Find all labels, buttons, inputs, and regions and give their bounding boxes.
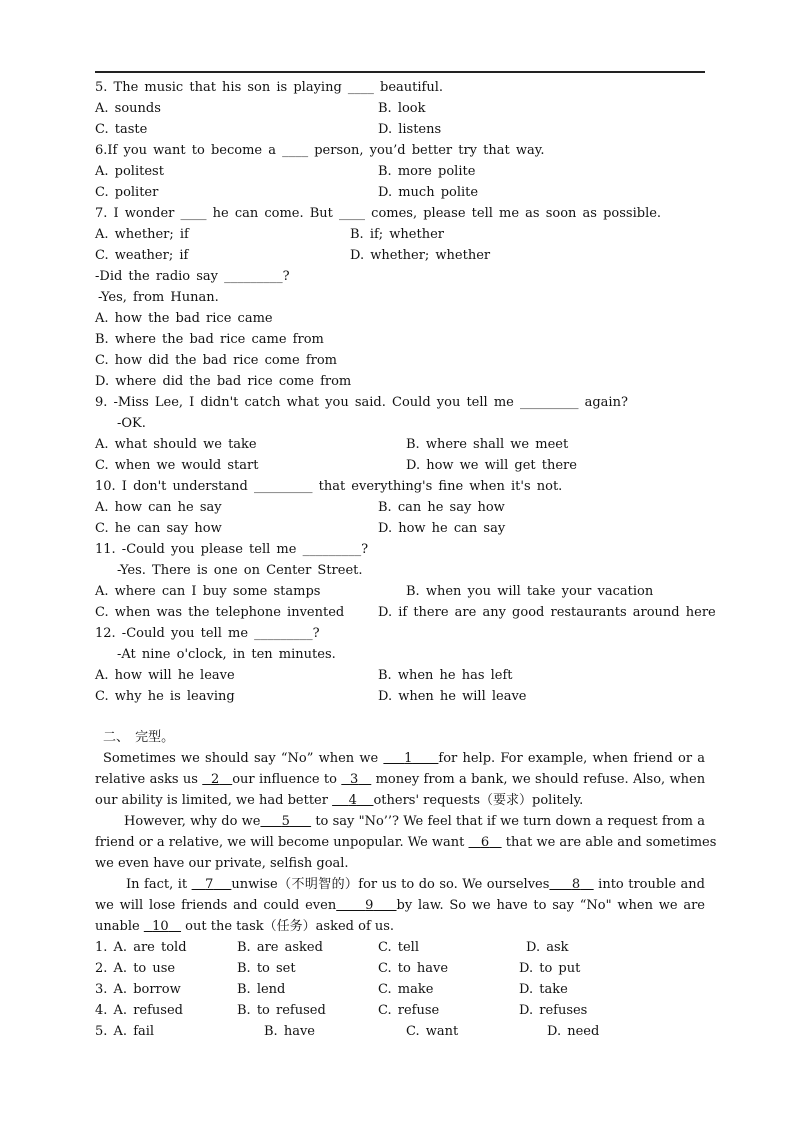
option: A. politest	[95, 164, 164, 179]
passage-text: by law. So we have to say “No" when we are	[396, 898, 705, 913]
cloze-option: 4. A. refused	[95, 1003, 183, 1018]
option: D. how we will get there	[406, 458, 577, 473]
question-reply: -OK.	[117, 416, 146, 431]
option: A. how the bad rice came	[95, 311, 273, 326]
cloze-option: D. to put	[519, 961, 581, 976]
passage-text: into trouble and	[598, 877, 705, 892]
option: C. taste	[95, 122, 148, 137]
cloze-option: 2. A. to use	[95, 961, 176, 976]
cloze-option: D. refuses	[519, 1003, 588, 1018]
passage-text: out the task（任务）asked of us.	[185, 919, 395, 934]
option: A. how can he say	[95, 500, 222, 515]
question-stem: 5. The music that his son is playing ____ beautiful.	[95, 80, 444, 95]
passage-line	[103, 751, 705, 767]
option: A. what should we take	[95, 437, 257, 452]
option: D. whether; whether	[350, 248, 491, 263]
cloze-option: B. to refused	[237, 1003, 326, 1018]
passage-text: unwise（不明智的）for us to do so. We ourselves	[231, 877, 550, 892]
passage-text: to say "No’’? We feel that if we turn down a request from a	[315, 814, 705, 829]
passage-text: money from a bank, we should refuse. Also, when	[375, 772, 706, 787]
option: D. much polite	[378, 185, 479, 200]
passage-text: However, why do we	[124, 814, 261, 829]
option: D. when he will leave	[378, 689, 527, 704]
passage-text: we even have our private, selfish goal.	[95, 856, 349, 871]
passage-text: we will lose friends and could even	[95, 898, 337, 913]
option: A. sounds	[95, 101, 161, 116]
question-reply: -At nine o'clock, in ten minutes.	[117, 647, 336, 662]
question-stem: 10. I don't understand _________ that everything's fine when it's not.	[95, 479, 563, 494]
option: B. more polite	[378, 164, 476, 179]
option: B. where shall we meet	[406, 437, 569, 452]
question-stem: 12. -Could you tell me _________?	[95, 626, 320, 641]
passage-text: that we are able and sometimes	[505, 835, 717, 850]
cloze-option: C. to have	[378, 961, 449, 976]
option: C. when was the telephone invented	[95, 605, 345, 620]
cloze-option: B. lend	[237, 982, 286, 997]
passage-text: friend or a relative, we will become unpopular. We want	[95, 835, 465, 850]
passage-line	[124, 814, 705, 830]
passage-line	[95, 898, 705, 914]
question-stem: 9. -Miss Lee, I didn't catch what you said. Could you tell me _________ again?	[95, 395, 628, 410]
blank-7: 7	[205, 877, 214, 892]
cloze-option: C. refuse	[378, 1003, 440, 1018]
passage-line	[95, 793, 705, 809]
blank-8: 8	[571, 877, 581, 892]
passage-line	[95, 856, 705, 872]
option: C. he can say how	[95, 521, 222, 536]
question-stem: -Did the radio say _________?	[95, 269, 290, 284]
section-heading: 二、 完型。	[103, 730, 175, 745]
blank-3: 3	[349, 772, 359, 787]
option: D. if there are any good restaurants around here	[378, 605, 716, 620]
question-stem: 6.If you want to become a ____ person, you’d better try that way.	[95, 143, 545, 158]
cloze-option: D. ask	[526, 940, 569, 955]
option: A. where can I buy some stamps	[95, 584, 321, 599]
blank-4: 4	[348, 793, 357, 808]
passage-text: for help. For example, when friend or a	[438, 751, 705, 766]
passage-line	[95, 772, 705, 788]
option: B. look	[378, 101, 426, 116]
blank-5: 5	[281, 814, 290, 829]
cloze-option: B. have	[264, 1024, 315, 1039]
option: B. when he has left	[378, 668, 513, 683]
option: C. weather; if	[95, 248, 189, 263]
option: B. when you will take your vacation	[406, 584, 654, 599]
passage-text: Sometimes we should say “No” when we	[103, 751, 379, 766]
cloze-option: 1. A. are told	[95, 940, 187, 955]
question-reply: -Yes. There is one on Center Street.	[117, 563, 363, 578]
header-rule	[95, 71, 705, 73]
blank-6: 6	[480, 835, 490, 850]
passage-line	[126, 877, 705, 893]
option: C. how did the bad rice come from	[95, 353, 338, 368]
option: B. if; whether	[350, 227, 444, 242]
passage-text: others' requests（要求）politely.	[373, 793, 584, 808]
option: D. listens	[378, 122, 442, 137]
cloze-option: 3. A. borrow	[95, 982, 181, 997]
cloze-option: C. make	[378, 982, 434, 997]
cloze-option: B. to set	[237, 961, 296, 976]
cloze-option: B. are asked	[237, 940, 323, 955]
blank-10: 10	[152, 919, 169, 934]
cloze-option: 5. A. fail	[95, 1024, 155, 1039]
cloze-option: D. need	[547, 1024, 600, 1039]
option: B. can he say how	[378, 500, 505, 515]
cloze-option: C. tell	[378, 940, 419, 955]
cloze-option: D. take	[519, 982, 568, 997]
passage-text: relative asks us	[95, 772, 198, 787]
question-reply: -Yes, from Hunan.	[98, 290, 219, 305]
option: B. where the bad rice came from	[95, 332, 324, 347]
blank-2: 2	[210, 772, 220, 787]
passage-text: In fact, it	[126, 877, 188, 892]
passage-line	[95, 835, 717, 851]
option: D. how he can say	[378, 521, 506, 536]
blank-1: 1	[404, 751, 413, 766]
option: C. why he is leaving	[95, 689, 235, 704]
blank-9: 9	[365, 898, 374, 913]
option: A. how will he leave	[95, 668, 235, 683]
passage-text: unable	[95, 919, 140, 934]
question-stem: 7. I wonder ____ he can come. But ____ comes, please tell me as soon as possible.	[95, 206, 662, 221]
passage-text: our ability is limited, we had better	[95, 793, 328, 808]
question-stem: 11. -Could you please tell me _________?	[95, 542, 369, 557]
option: C. politer	[95, 185, 159, 200]
cloze-option: C. want	[406, 1024, 459, 1039]
option: A. whether; if	[95, 227, 189, 242]
option: C. when we would start	[95, 458, 259, 473]
passage-text: our influence to	[232, 772, 337, 787]
option: D. where did the bad rice come from	[95, 374, 352, 389]
passage-line	[95, 919, 705, 935]
